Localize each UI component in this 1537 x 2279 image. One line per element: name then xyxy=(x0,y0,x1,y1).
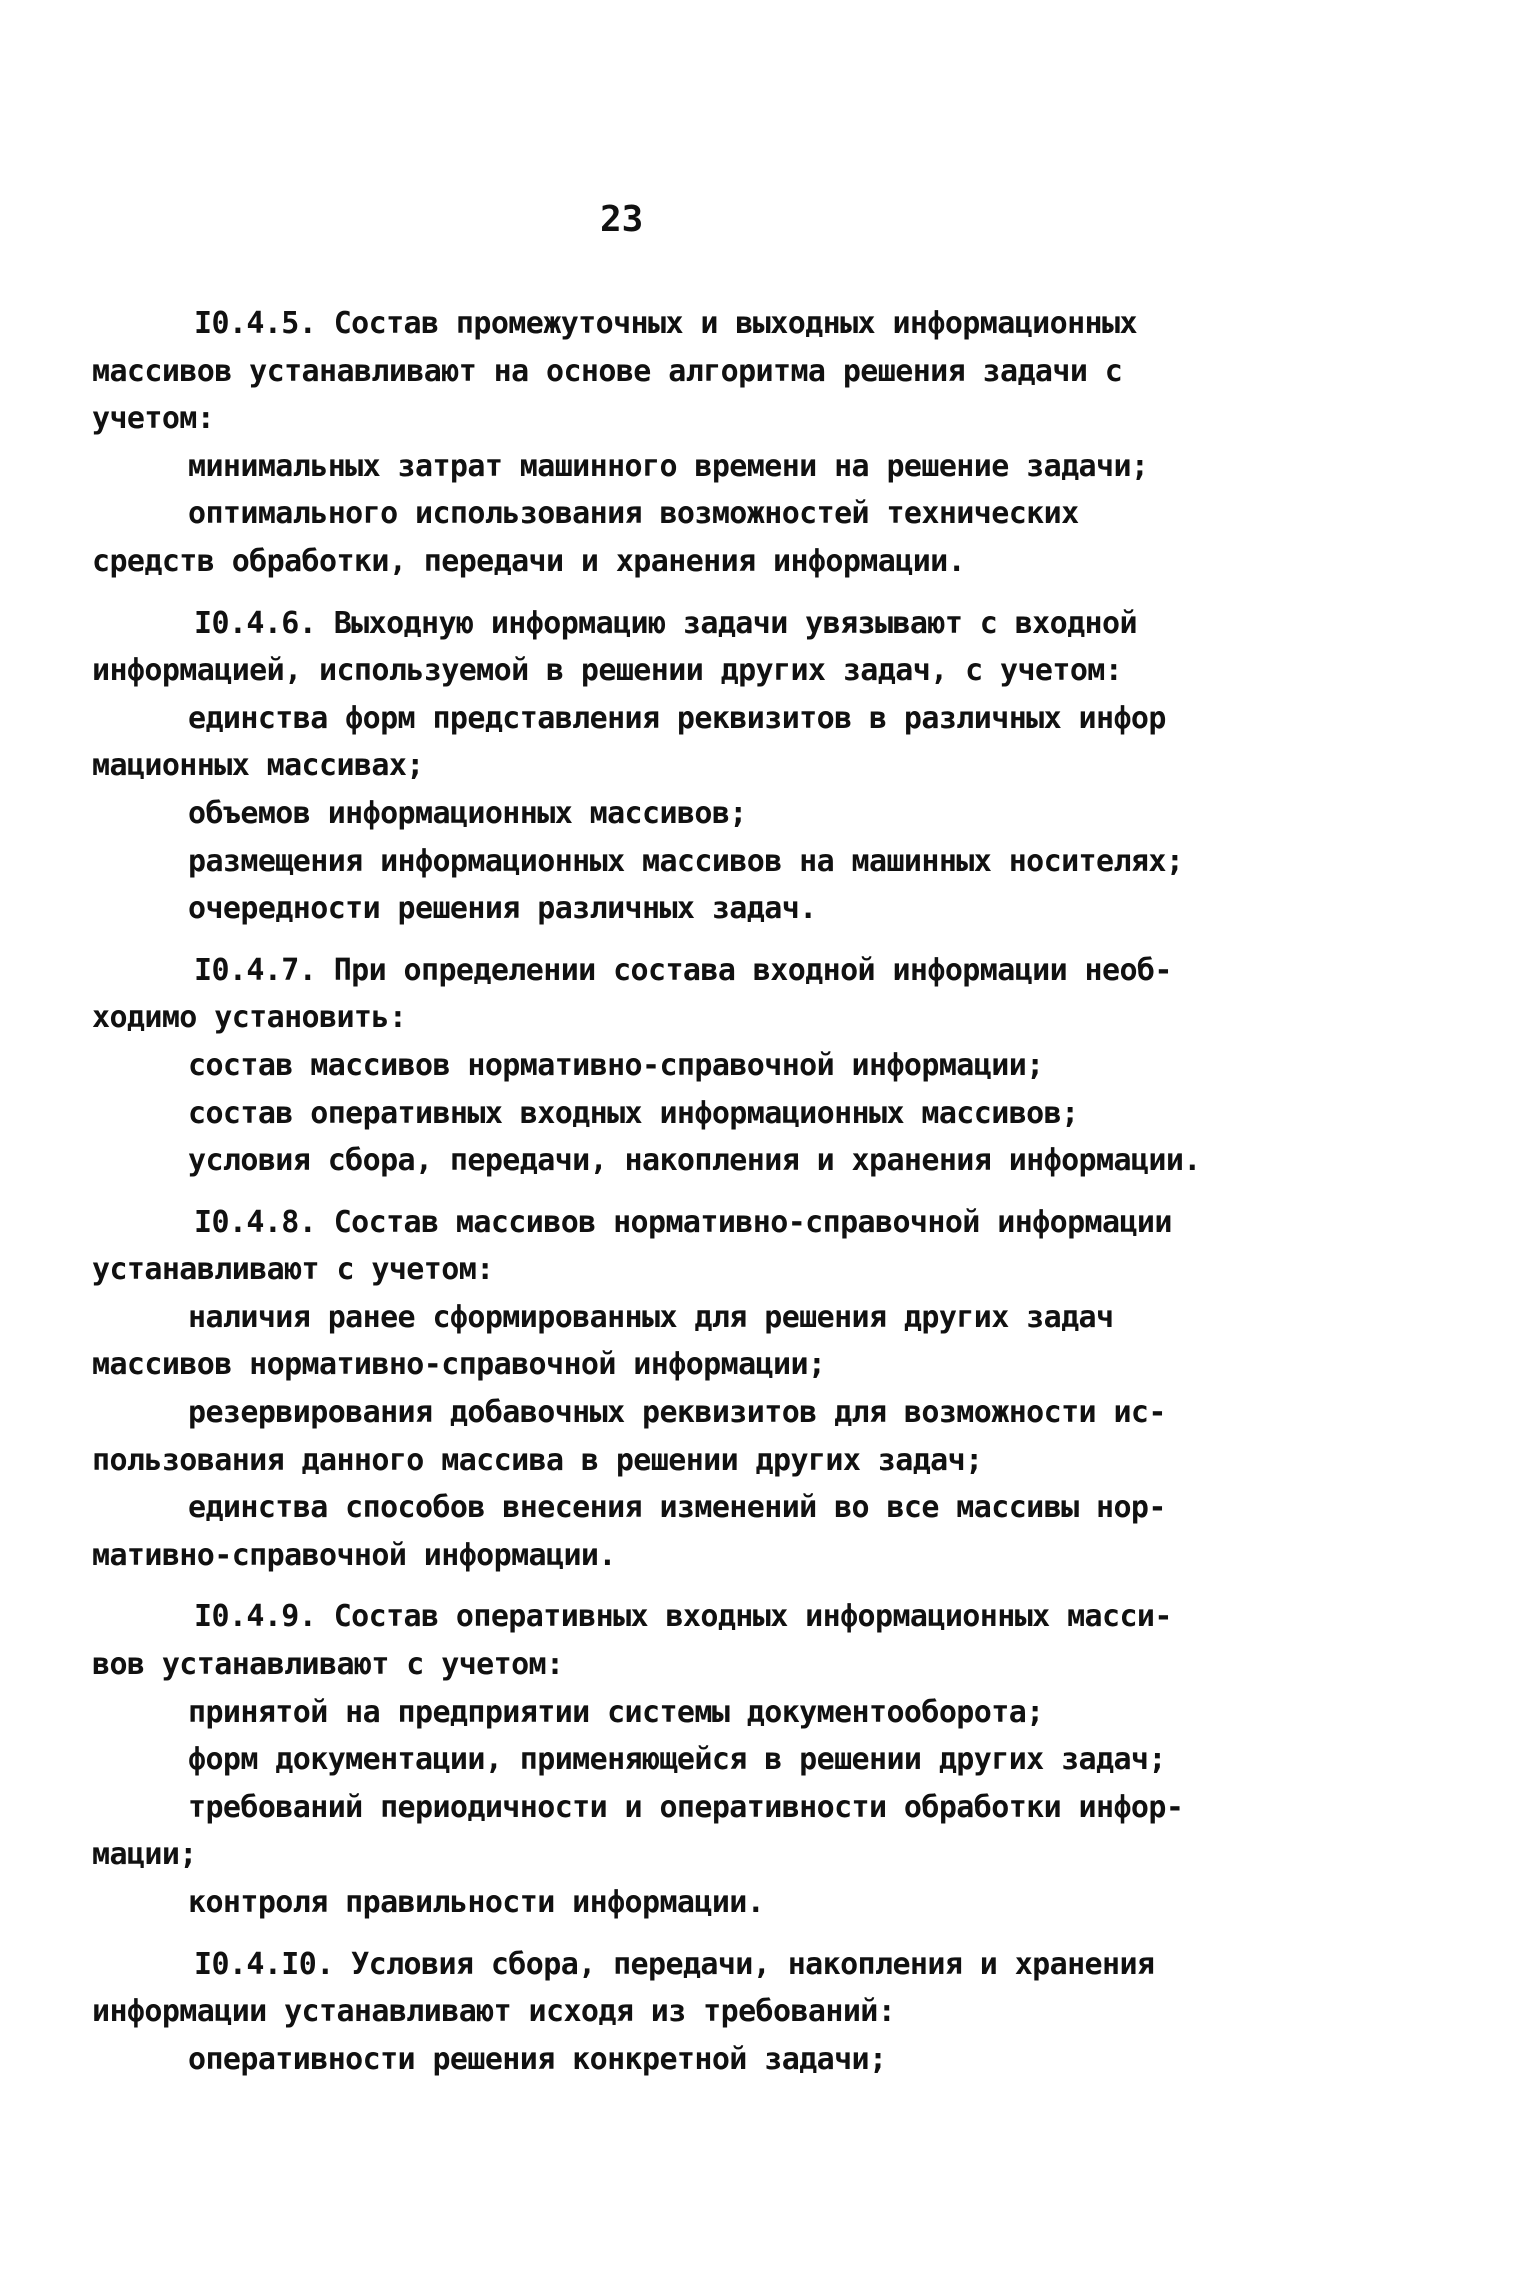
list-item-continuation: мативно-справочной информации. xyxy=(92,1537,616,1573)
paragraph-heading-line: I0.4.6. Выходную информацию задачи увязывают с входной xyxy=(194,605,1137,641)
paragraph-line: ходимо установить: xyxy=(92,1000,407,1036)
section-10-4-9 xyxy=(92,1593,1492,1926)
paragraph-line: вов устанавливают с учетом: xyxy=(92,1647,564,1683)
list-item-continuation: пользования данного массива в решении других задач; xyxy=(92,1442,983,1478)
paragraph-line: массивов устанавливают на основе алгоритма решения задачи с xyxy=(92,353,1123,389)
paragraph-line: информации устанавливают исходя из требований: xyxy=(92,1994,896,2030)
paragraph-heading-line: I0.4.9. Состав оперативных входных информационных масси- xyxy=(194,1599,1172,1635)
section-10-4-8 xyxy=(92,1199,1492,1580)
list-item: размещения информационных массивов на машинных носителях; xyxy=(188,843,1184,879)
document-body xyxy=(92,300,1492,2097)
list-item-continuation: мационных массивах; xyxy=(92,748,424,784)
list-item: условия сбора, передачи, накопления и хранения информации. xyxy=(188,1143,1201,1179)
paragraph-line: учетом: xyxy=(92,401,215,437)
section-10-4-6 xyxy=(92,600,1492,933)
list-item: состав оперативных входных информационных массивов; xyxy=(188,1095,1079,1131)
page-number: 23 xyxy=(600,199,644,240)
section-10-4-10 xyxy=(92,1941,1492,2084)
list-item: контроля правильности информации. xyxy=(188,1885,765,1920)
paragraph-heading-line: I0.4.7. При определении состава входной информации необ- xyxy=(194,952,1172,988)
list-item: единства способов внесения изменений во все массивы нор- xyxy=(188,1490,1166,1526)
list-item: оперативности решения конкретной задачи; xyxy=(188,2041,887,2077)
paragraph-heading-line: I0.4.I0. Условия сбора, передачи, накопления и хранения xyxy=(194,1946,1155,1982)
paragraph-heading-line: I0.4.5. Состав промежуточных и выходных информационных xyxy=(194,306,1137,341)
paragraph-line: информацией, используемой в решении других задач, с учетом: xyxy=(92,653,1123,689)
list-item: резервирования добавочных реквизитов для возможности ис- xyxy=(188,1395,1166,1431)
section-10-4-7 xyxy=(92,947,1492,1185)
list-item: единства форм представления реквизитов в различных инфор xyxy=(188,700,1166,736)
list-item-continuation: массивов нормативно-справочной информации; xyxy=(92,1347,826,1383)
list-item-continuation: средств обработки, передачи и хранения информации. xyxy=(92,543,966,579)
list-item-continuation: мации; xyxy=(92,1837,197,1873)
paragraph-heading-line: I0.4.8. Состав массивов нормативно-справочной информации xyxy=(194,1204,1172,1240)
list-item: очередности решения различных задач. xyxy=(188,891,817,927)
list-item: состав массивов нормативно-справочной информации; xyxy=(188,1047,1044,1083)
paragraph-line: устанавливают с учетом: xyxy=(92,1252,494,1288)
list-item: объемов информационных массивов; xyxy=(188,795,747,831)
list-item: форм документации, применяющейся в решении других задач; xyxy=(188,1742,1166,1778)
list-item: требований периодичности и оперативности обработки инфор- xyxy=(188,1789,1184,1825)
list-item: принятой на предприятии системы документооборота; xyxy=(188,1694,1044,1730)
list-item: оптимального использования возможностей технических xyxy=(188,496,1079,532)
list-item: минимальных затрат машинного времени на решение задачи; xyxy=(188,448,1149,484)
list-item: наличия ранее сформированных для решения других задач xyxy=(188,1299,1114,1335)
section-10-4-5 xyxy=(92,300,1492,586)
